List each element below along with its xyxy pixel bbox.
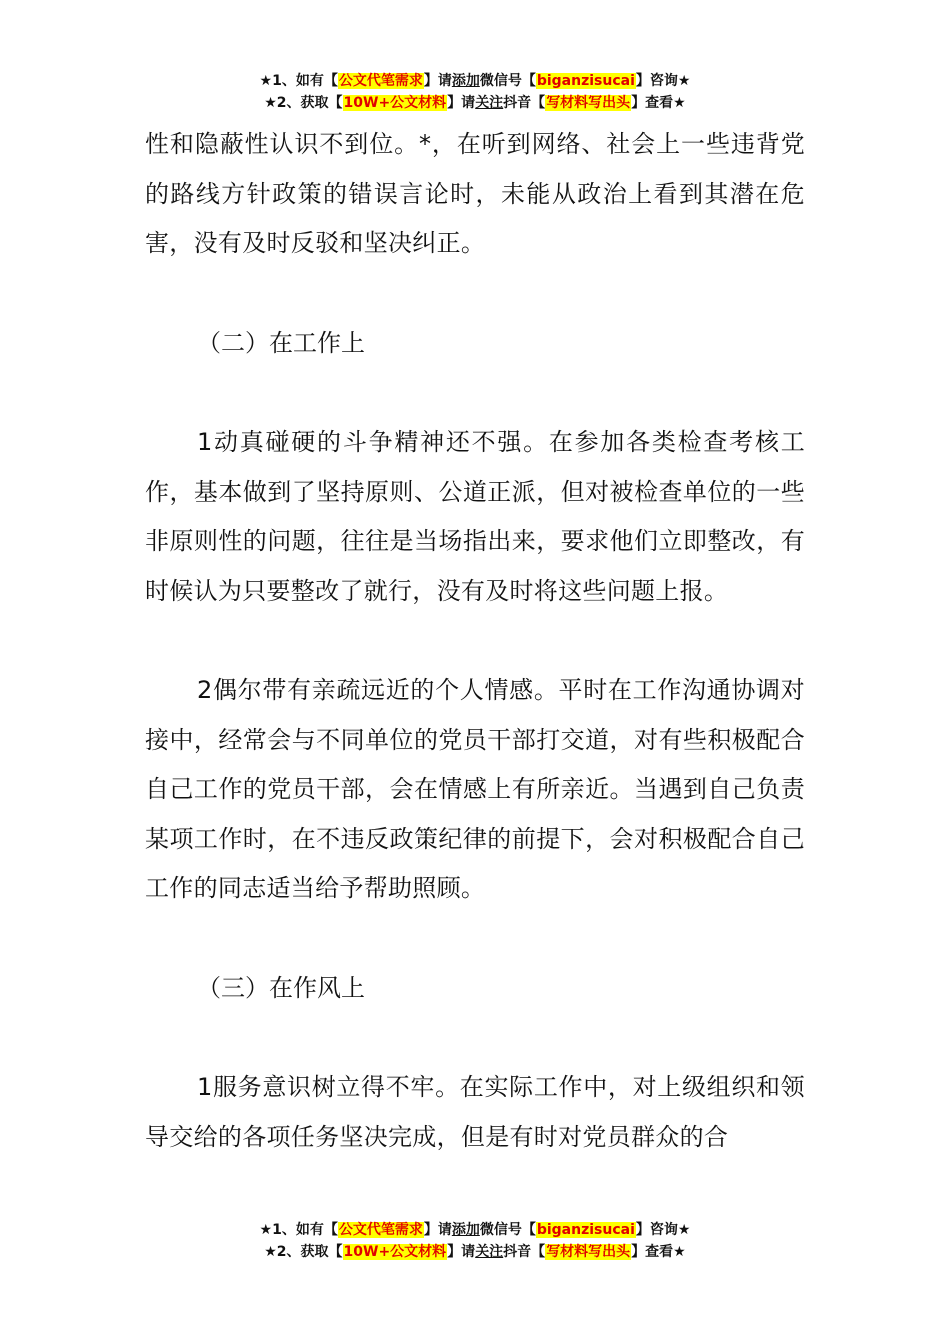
banner-highlight: biganzisucai <box>536 1222 635 1238</box>
banner-text: 】请 <box>423 73 452 89</box>
banner-text: 抖音【 <box>503 95 546 111</box>
banner-text: 】请 <box>423 1222 452 1238</box>
section-heading-work: （二）在工作上 <box>197 328 365 357</box>
banner-text: ★2、获取【 <box>264 1244 343 1260</box>
banner-text: ★1、如有【 <box>259 1222 338 1238</box>
banner-underline: 添加 <box>451 1222 480 1238</box>
banner-highlight: 10W+公文材料 <box>343 1244 447 1260</box>
banner-text: 】查看★ <box>631 1244 686 1260</box>
banner-underline: 关注 <box>475 95 504 111</box>
banner-text: ★1、如有【 <box>259 73 338 89</box>
section-heading-style: （三）在作风上 <box>197 973 365 1002</box>
banner-text: 微信号【 <box>479 1222 536 1238</box>
banner-text: 】请 <box>447 1244 476 1260</box>
banner-line-1 <box>0 70 950 92</box>
banner-text: 】咨询★ <box>635 73 691 89</box>
banner-line-1 <box>0 1219 950 1241</box>
document-body <box>145 120 805 1162</box>
banner-line-2 <box>0 1241 950 1263</box>
banner-highlight: 写材料写出头 <box>546 1244 631 1260</box>
banner-text: 】查看★ <box>631 95 686 111</box>
banner-underline: 添加 <box>451 73 480 89</box>
paragraph-style-1: 1服务意识树立得不牢。在实际工作中，对上级组织和领导交给的各项任务坚决完成，但是有时对党员群众的合 <box>145 1073 805 1151</box>
banner-text: 】请 <box>447 95 476 111</box>
banner-text: 微信号【 <box>479 73 536 89</box>
banner-highlight: biganzisucai <box>536 73 635 89</box>
banner-highlight: 10W+公文材料 <box>343 95 447 111</box>
footer-banner <box>0 1219 950 1263</box>
paragraph-work-1: 1动真碰硬的斗争精神还不强。在参加各类检查考核工作，基本做到了坚持原则、公道正派，但对被检查单位的一些非原则性的问题，往往是当场指出来，要求他们立即整改，有时候认为只要整改了就行，没有及时将这些问题上报。 <box>145 428 805 605</box>
banner-underline: 关注 <box>475 1244 504 1260</box>
banner-highlight: 公文代笔需求 <box>338 73 423 89</box>
banner-text: 抖音【 <box>503 1244 546 1260</box>
paragraph-continuation: 性和隐蔽性认识不到位。*，在听到网络、社会上一些违背党的路线方针政策的错误言论时，未能从政治上看到其潜在危害，没有及时反驳和坚决纠正。 <box>145 130 805 257</box>
banner-highlight: 公文代笔需求 <box>338 1222 423 1238</box>
banner-highlight: 写材料写出头 <box>546 95 631 111</box>
banner-line-2 <box>0 92 950 114</box>
banner-text: 】咨询★ <box>635 1222 691 1238</box>
banner-text: ★2、获取【 <box>264 95 343 111</box>
paragraph-work-2: 2偶尔带有亲疏远近的个人情感。平时在工作沟通协调对接中，经常会与不同单位的党员干部打交道，对有些积极配合自己工作的党员干部，会在情感上有所亲近。当遇到自己负责某项工作时，在不违反政策纪律的前提下，会对积极配合自己工作的同志适当给予帮助照顾。 <box>145 676 805 902</box>
header-banner <box>0 70 950 114</box>
